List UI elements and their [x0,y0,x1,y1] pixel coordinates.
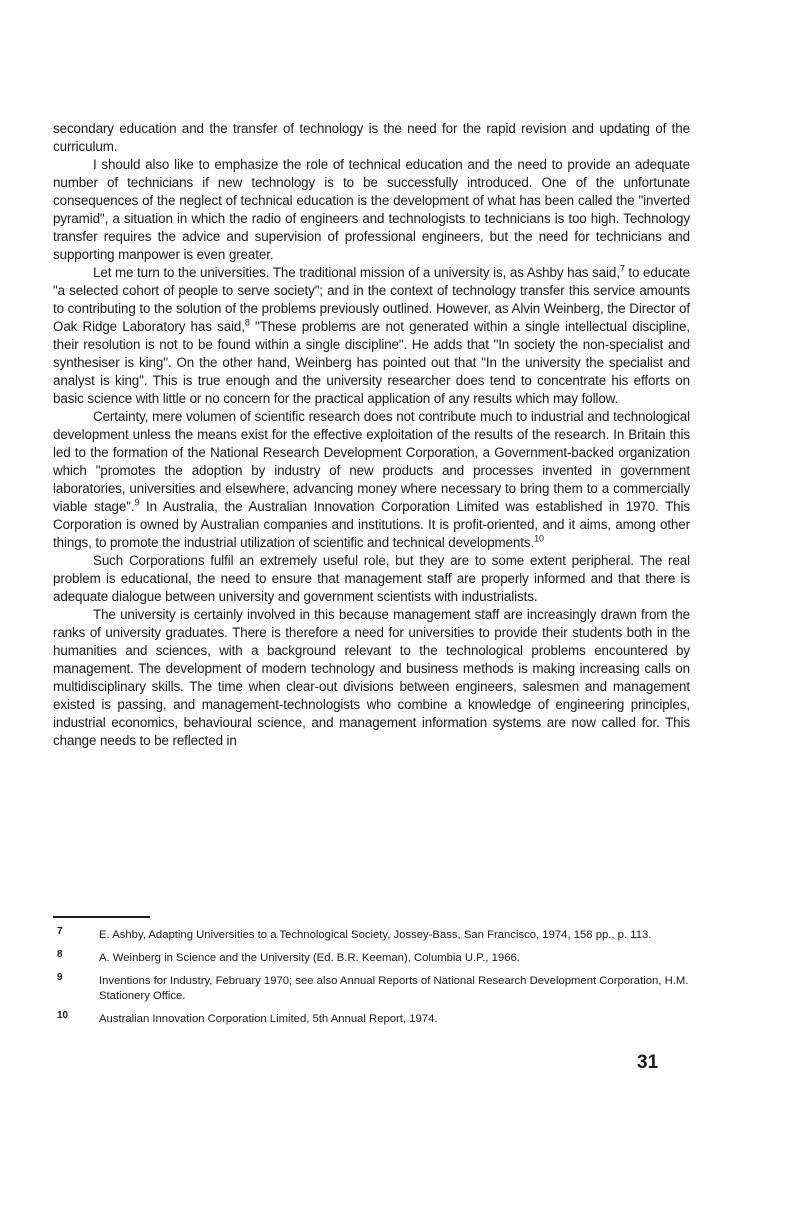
paragraph-3-part-1: Let me turn to the universities. The traditional mission of a university is, as Ashby has said, [93,265,620,280]
footnote-text: Australian Innovation Corporation Limited, 5th Annual Report, 1974. [99,1013,438,1025]
footnote-number: 10 [57,1010,69,1021]
paragraph-4-part-2: In Australia, the Australian Innovation Corporation Limited was established in 1970. This Corporation is owned by Australian companies and institutions. It is profit-oriented, and it aims, among other things, to promote the industrial utilization of scientific and technical developments. [53,499,690,550]
footnote-divider [53,916,150,918]
footnote-number: 8 [57,949,63,960]
footnote-text: A. Weinberg in Science and the University (Ed. B.R. Keeman), Columbia U.P., 1966. [99,952,520,964]
paragraph-2: I should also like to emphasize the role of technical education and the need to provide an adequate number of technicians if new technology is to be successfully introduced. One of the unfortunate consequences of the neglect of technical education is the development of what has been called the "inverted pyramid", a situation in which the radio of engineers and technologists to technicians is too high. Technology transfer requires the advice and supervision of professional engineers, but the need for technicians and supporting manpower is even greater. [53,157,690,262]
footnote-9 [53,974,703,1004]
footnote-7 [53,928,703,943]
paragraph-4-part-1: Certainty, mere volumen of scientific research does not contribute much to industrial and technological development unless the means exist for the effective exploitation of the results of the research. In Britain this led to the formation of the National Research Development Corporation, a Government-backed organization which "promotes the adoption by industry of new products and processes invented in government laboratories, universities and elsewhere, advancing money where necessary to bring them to a commercially viable stage". [53,409,690,514]
footnote-ref-10[interactable]: 10 [534,533,544,544]
paragraph-3 [53,264,690,408]
paragraph-6: The university is certainly involved in this because management staff are increasingly drawn from the ranks of university graduates. There is therefore a need for universities to provide their students both in the humanities and sciences, with a background relevant to the technological problems encountered by management. The development of modern technology and business methods is making increasing calls on multidisciplinary skills. The time when clear-out divisions between engineers, salesmen and management existed is passing, and management-technologists who combine a knowledge of engineering principles, industrial economics, behavioural science, and management information systems are now called for. This change needs to be reflected in [53,607,690,748]
paragraph-3-part-2: to educate "a selected cohort of people to serve society"; and in the context of technology transfer this service amounts to contributing to the solution of the problems previously outlined. However, as Alvin Weinberg, the Director of Oak Ridge Laboratory has said, [53,265,690,334]
paragraph-1: secondary education and the transfer of technology is the need for the rapid revision and updating of the curriculum. [53,121,690,154]
footnote-ref-7[interactable]: 7 [619,263,625,274]
paragraph-3-part-3: "These problems are not generated within a single intellectual discipline, their resolution is not to be found within a single discipline". He adds that "In society the non-specialist and synthesiser is king". On the other hand, Weinberg has pointed out that "In the university the specialist and analyst is king". This is true enough and the university researcher does tend to concentrate his efforts on basic science with little or no concern for the practical application of any results which may follow. [53,319,690,406]
footnote-ref-9[interactable]: 9 [134,497,140,508]
footnotes [53,928,703,1035]
footnote-number: 9 [57,972,63,983]
body-text [53,120,690,750]
footnote-8 [53,951,703,966]
paragraph-5: Such Corporations fulfil an extremely useful role, but they are to some extent peripheral. The real problem is educational, the need to ensure that management staff are properly informed and that there is adequate dialogue between university and government scientists with industrialists. [53,553,690,604]
footnote-text: E. Ashby, Adapting Universities to a Technological Society, Jossey-Bass, San Francisco, 1974, 158 pp., p. 113. [99,929,652,941]
footnote-text: Inventions for Industry, February 1970; see also Annual Reports of National Research Development Corporation, H.M. Stationery Office. [99,975,689,1002]
footnote-number: 7 [57,926,63,937]
footnote-10 [53,1012,703,1027]
paragraph-4 [53,408,690,552]
page-number: 31 [637,1052,659,1073]
footnote-ref-8[interactable]: 8 [244,317,250,328]
